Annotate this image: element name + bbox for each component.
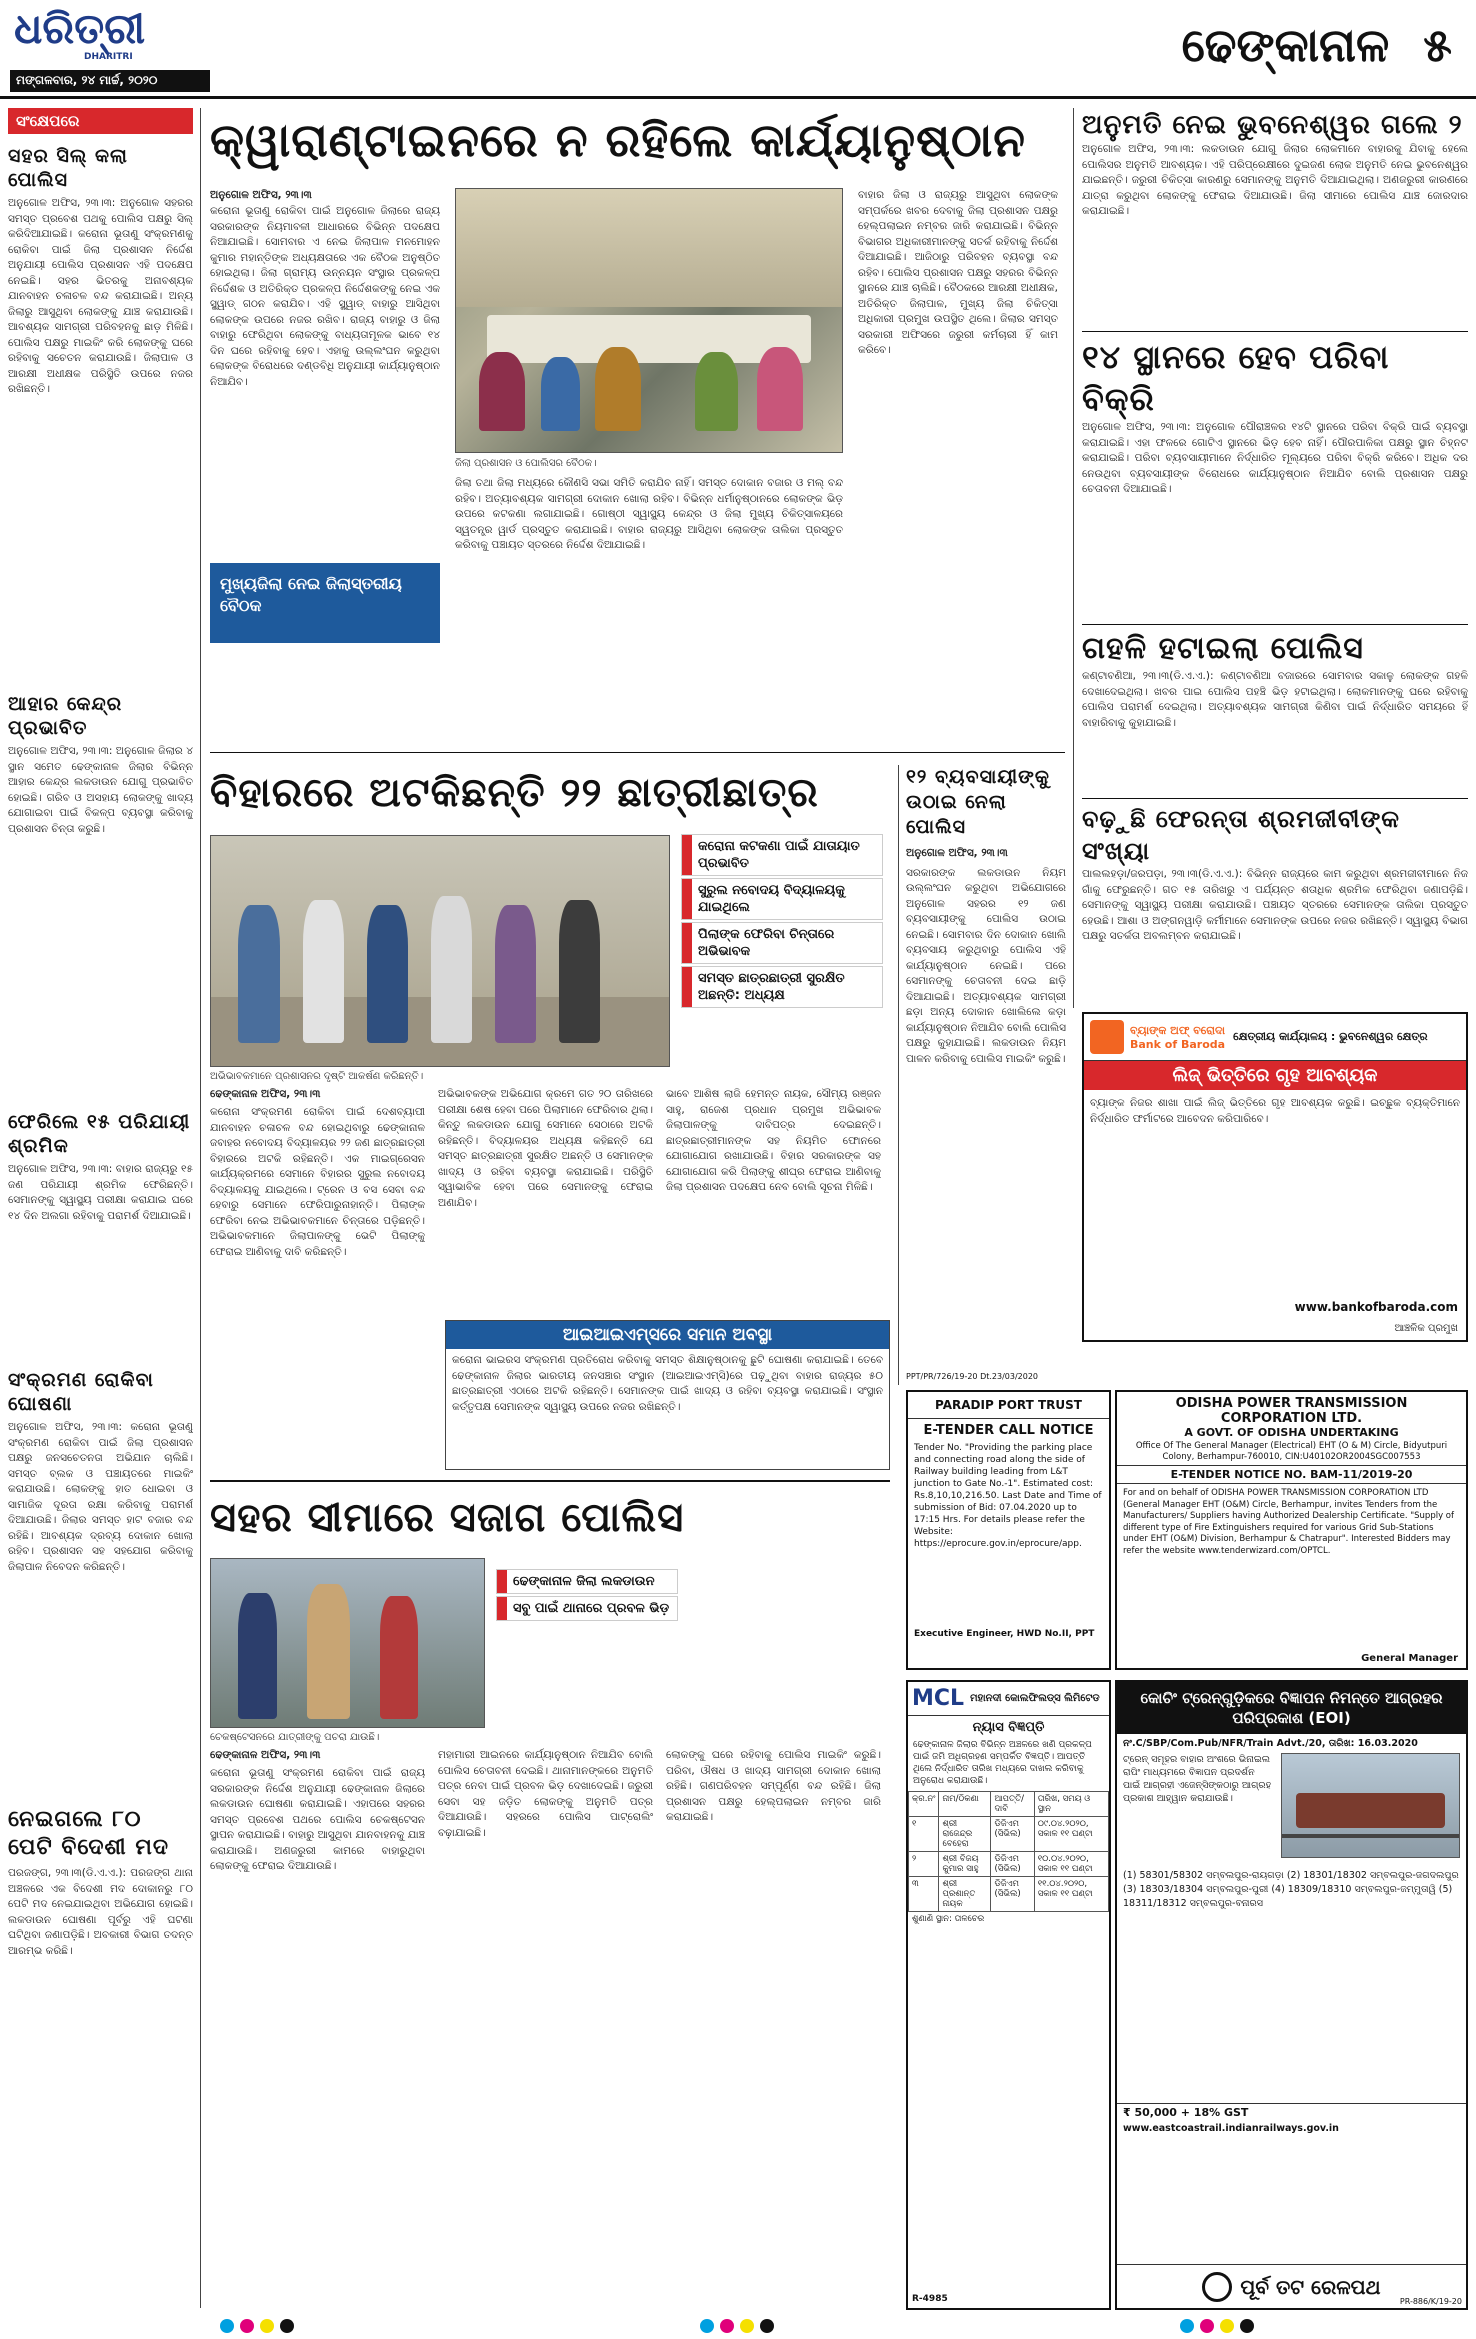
bihar-dateline: ଢେଙ୍କାନାଳ ଅଫିସ, ୨୩।୩ [210, 1088, 321, 1100]
vendors-body: ସରକାରଙ୍କ ଲକଡାଉନ ନିୟମ ଉଲ୍ଲଂଘନ କରୁଥିବା ଅଭିଯୋଗରେ ଅନୁଗୋଳ ସହରର ୧୨ ଜଣ ବ୍ୟବସାୟୀଙ୍କୁ ପୋଲିସ ଉଠାଇ ନେଇଛି। ସୋମବାର ଦିନ ଦୋକାନ ଖୋଲି ବ୍ୟବସାୟ କରୁଥିବାରୁ ପୋଲିସ ଏହି କାର୍ଯ୍ୟାନୁଷ୍ଠାନ ନେଇଛି। ପରେ ସେମାନଙ୍କୁ ଚେତାବନୀ ଦେଇ ଛାଡ଼ି ଦିଆଯାଇଛି। ଅତ୍ୟାବଶ୍ୟକ ସାମଗ୍ରୀ ଛଡ଼ା ଅନ୍ୟ ଦୋକାନ ଖୋଲିଲେ କଡ଼ା କାର୍ଯ୍ୟାନୁଷ୍ଠାନ ନିଆଯିବ ବୋଲି ପୋଲିସ ପକ୍ଷରୁ କୁହାଯାଇଛି। ଲକଡାଉନ ନିୟମ ପାଳନ କରିବାକୁ ପୋଲିସ ମାଇକିଂ କରୁଛି। [906, 866, 1066, 1065]
bihar-bullet-2: ସୁରୁଲ ନବୋଦୟ ବିଦ୍ୟାଳୟକୁ ଯାଇଥିଲେ [682, 879, 882, 919]
bob-sign: ଆଞ୍ଚଳିକ ପ୍ରମୁଖ [1394, 1323, 1458, 1334]
vendors-dateline: ଅନୁଗୋଳ ଅଫିସ, ୨୩।୩ [906, 847, 1008, 859]
reg-mark [240, 2319, 254, 2333]
right-2-title: ୧୪ ସ୍ଥାନରେ ହେବ ପରିବା ବିକ୍ରି [1082, 338, 1390, 418]
masthead [0, 0, 1476, 100]
bob-web[interactable]: www.bankofbaroda.com [1294, 1300, 1458, 1314]
bihar-photo-caption: ଅଭିଭାବକମାନେ ପ୍ରଶାସନର ଦୃଷ୍ଟି ଆକର୍ଷଣ କରିଛନ୍ତି। [210, 1071, 424, 1082]
brief-3-title: ଫେରିଲେ ୧୫ ପରିଯାୟୀ ଶ୍ରମିକ [8, 1111, 191, 1157]
right-1-title: ଅନୁମତି ନେଇ ଭୁବନେଶ୍ୱର ଗଲେ ୨ [1082, 110, 1463, 140]
brief-divider [200, 108, 201, 2308]
railway-ad[interactable] [1115, 1680, 1468, 2310]
table-cell: ୧୦.୦୪.୨୦୨୦, ସକାଳ ୧୧ ଘଣ୍ଟା [1034, 1852, 1108, 1877]
table-cell: ୩ [909, 1877, 939, 1912]
border-bullet-1: ଢେଙ୍କାନାଳ ଜିଲା ଲକଡାଉନ [497, 1570, 677, 1593]
vendors-headline: ୧୨ ବ୍ୟବସାୟୀଙ୍କୁ ଉଠାଇ ନେଲା ପୋଲିସ [906, 766, 1050, 838]
reg-mark [220, 2319, 234, 2333]
brief-1-body: ଅନୁଗୋଳ ଅଫିସ, ୨୩।୩: ଅନୁଗୋଳ ସହରର ସମସ୍ତ ପ୍ରବେଶ ପଥକୁ ପୋଲିସ ପକ୍ଷରୁ ସିଲ୍ କରିଦିଆଯାଇଛି। କରୋନା ଭୂତାଣୁ ସଂକ୍ରମଣକୁ ରୋକିବା ପାଇଁ ଜିଲା ପ୍ରଶାସନ ନିର୍ଦ୍ଦେଶ ଅନୁଯାୟୀ ପୋଲିସ ପ୍ରଶାସନ ଏହି ପଦକ୍ଷେପ ନେଇଛି। ସହର ଭିତରକୁ ଅନାବଶ୍ୟକ ଯାନବାହନ ଚଳାଚଳ ବନ୍ଦ କରାଯାଇଛି। ଅନ୍ୟ ଜିଲାରୁ ଆସୁଥିବା ଲୋକଙ୍କୁ ଯାଞ୍ଚ କରାଯାଉଛି। ଆବଶ୍ୟକ ସାମଗ୍ରୀ ପରିବହନକୁ ଛାଡ଼ ମିଳିଛି। ପୋଲିସ ପକ୍ଷରୁ ମାଇକିଂ କରି ଲୋକଙ୍କୁ ଘରେ ରହିବାକୁ ସଚେତନ କରାଯାଉଛି। ଜିଲାପାଳ ଓ ଆରକ୍ଷୀ ଅଧୀକ୍ଷକ ପରିସ୍ଥିତି ଉପରେ ନଜର ରଖିଛନ୍ତି। [8, 197, 193, 395]
table-cell: ଶ୍ରୀ ପ୍ରଶାନ୍ତ ନାୟକ [939, 1877, 991, 1912]
vendors-ad-code: PPT/PR/726/19-20 Dt.23/03/2020 [906, 1371, 1039, 1381]
border-body-2: ମହାମାରୀ ଆଇନରେ କାର୍ଯ୍ୟାନୁଷ୍ଠାନ ନିଆଯିବ ବୋଲି ପୋଲିସ ଚେତାବନୀ ଦେଇଛି। ଥାନାମାନଙ୍କରେ ଅନୁମତି ପତ୍ର ନେବା ପାଇଁ ପ୍ରବଳ ଭିଡ଼ ଦେଖାଦେଇଛି। ଜରୁରୀ ସେବା ସହ ଜଡ଼ିତ ଲୋକଙ୍କୁ ଅନୁମତି ପତ୍ର ଦିଆଯାଉଛି। ସହରରେ ପୋଲିସ ପାଟ୍ରୋଲିଂ ବଢ଼ାଯାଇଛି। [438, 1749, 653, 1839]
lead-bottom-rule [210, 752, 1065, 753]
border-bullet-2: ସବୁ ପାଇଁ ଥାନାରେ ପ୍ରବଳ ଭିଡ଼ [497, 1597, 677, 1620]
mcl-ad[interactable]: MCL ମହାନଦୀ କୋଲଫିଲଡ୍ସ ଲିମିଟେଡ ନ୍ୟାସ ବିଜ୍ଞପ୍ତି ଢେଙ୍କାନାଳ ଜିଲାର ବିଭିନ୍ନ ଅଞ୍ଚଳରେ ଖଣି ପ୍ରକଳ୍ପ ପାଇଁ ଜମି ଅଧିଗ୍ରହଣ ସମ୍ପର୍କିତ ବିଜ୍ଞପ୍ତି। ଆପତ୍ତି ଥିଲେ ନିର୍ଦ୍ଧାରିତ ତାରିଖ ମଧ୍ୟରେ ଦାଖଲ କରିବାକୁ ଅନୁରୋଧ କରାଯାଉଛି। କ୍ର.ନଂ ନାମ/ଠିକଣା ଆପତ୍ତି/ଦାବି ତାରିଖ, ସମୟ ଓ ସ୍ଥାନ ୧ ଶ୍ରୀ ରାଜେନ୍ଦ୍ର ବେହେରା ଡିଜିଏମ (ସିଭିଲ) ୦୯.୦୪.୨୦୨୦, ସକାଳ ୧୧ ଘଣ୍ଟା ୨ ଶ୍ରୀ ବିଜୟ କୁମାର ସାହୁ ଡିଜିଏମ (ସିଭିଲ) ୧୦.୦୪.୨୦୨୦, ସକାଳ ୧୧ ଘଣ୍ଟା ୩ ଶ୍ରୀ ପ୍ରଶାନ୍ତ ନାୟକ ଡିଜିଏମ (ସିଭିଲ) ୧୧.୦୪.୨୦୨୦, ସକାଳ ୧୧ ଘଣ୍ଟା ଶୁଣାଣି ସ୍ଥାନ: ତାଳଚେର R-4985 [906, 1680, 1111, 2310]
optcl-body: For and on behalf of ODISHA POWER TRANSMISSION CORPORATION LTD (General Manager EHT (O&M) Circle, Berhampur, invites Tenders from the Manufacturers/ Suppliers having Authorized Dealership Certificate. "Supply of different type of Fire Extinguishers required for various Grid Sub-Stations under EHT (O&M) Division, Berhampur & Chatrapur". Interested Bidders may refer the website www.tenderwizard.com/OPTCL. [1123, 1488, 1454, 1556]
brief-3-body: ଅନୁଗୋଳ ଅଫିସ, ୨୩।୩: ବାହାର ରାଜ୍ୟରୁ ୧୫ ଜଣ ପରିଯାୟୀ ଶ୍ରମିକ ଫେରିଛନ୍ତି। ସେମାନଙ୍କୁ ସ୍ୱାସ୍ଥ୍ୟ ପରୀକ୍ଷା କରାଯାଇ ଘରେ ୧୪ ଦିନ ଅଲଗା ରହିବାକୁ ପରାମର୍ଶ ଦିଆଯାଇଛି। [8, 1163, 193, 1222]
iimc-title: ଆଇଆଇଏମ୍ସରେ ସମାନ ଅବସ୍ଥା [446, 1321, 889, 1349]
reg-mark [1220, 2319, 1234, 2333]
mcl-th-extra: ଶୁଣାଣି ସ୍ଥାନ [912, 1914, 950, 1924]
reg-mark [1240, 2319, 1254, 2333]
bihar-body-2: ଅଭିଭାବକଙ୍କ ଅଭିଯୋଗ କ୍ରମେ ଗତ ୨୦ ତାରିଖରେ ପରୀକ୍ଷା ଶେଷ ହେବା ପରେ ପିଲାମାନେ ଫେରିବାର ଥିଲା। କିନ୍ତୁ ଲକଡାଉନ ଯୋଗୁ ସେମାନେ ସେଠାରେ ଅଟକି ରହିଛନ୍ତି। ବିଦ୍ୟାଳୟର ଅଧ୍ୟକ୍ଷ କହିଛନ୍ତି ଯେ ସମସ୍ତ ଛାତ୍ରଛାତ୍ରୀ ସୁରକ୍ଷିତ ଅଛନ୍ତି ଓ ସେମାନଙ୍କ ଖାଦ୍ୟ ଓ ରହିବା ବ୍ୟବସ୍ଥା କରାଯାଇଛି। ପରିସ୍ଥିତି ସ୍ୱାଭାବିକ ହେବା ପରେ ସେମାନଙ୍କୁ ଫେରାଇ ଅଣାଯିବ। [438, 1088, 653, 1209]
reg-mark [280, 2319, 294, 2333]
brief-4-body: ଅନୁଗୋଳ ଅଫିସ, ୨୩।୩: କରୋନା ଭୂତାଣୁ ସଂକ୍ରମଣ ରୋକିବା ପାଇଁ ଜିଲା ପ୍ରଶାସନ ପକ୍ଷରୁ ଜନସଚେତନତା ଅଭିଯାନ ଚାଲିଛି। ସମସ୍ତ ବ୍ଲକ ଓ ପଞ୍ଚାୟତରେ ମାଇକିଂ କରାଯାଉଛି। ଲୋକଙ୍କୁ ହାତ ଧୋଇବା ଓ ସାମାଜିକ ଦୂରତା ରକ୍ଷା କରିବାକୁ ପରାମର୍ଶ ଦିଆଯାଉଛି। ଜିଲାର ସମସ୍ତ ହାଟ ବଜାର ବନ୍ଦ ରହିଛି। ଆବଶ୍ୟକ ଦ୍ରବ୍ୟ ଦୋକାନ ଖୋଲା ରହିବ। ପ୍ରଶାସନ ସହ ସହଯୋଗ କରିବାକୁ ଜିଲାପାଳ ନିବେଦନ କରିଛନ୍ତି। [8, 1421, 193, 1573]
railway-code: PR-886/K/19-20 [1399, 2297, 1462, 2306]
bob-logo-icon [1090, 1020, 1124, 1054]
reg-mark [760, 2319, 774, 2333]
border-photo-caption: ଚେକଷ୍ଟେସନରେ ଯାତ୍ରୀଙ୍କୁ ପଚରା ଯାଉଛି। [210, 1732, 380, 1743]
optcl-sub: A GOVT. OF ODISHA UNDERTAKING [1184, 1426, 1399, 1439]
mcl-body: ଢେଙ୍କାନାଳ ଜିଲାର ବିଭିନ୍ନ ଅଞ୍ଚଳରେ ଖଣି ପ୍ରକଳ୍ପ ପାଇଁ ଜମି ଅଧିଗ୍ରହଣ ସମ୍ପର୍କିତ ବିଜ୍ଞପ୍ତି। ଆପତ୍ତି ଥିଲେ ନିର୍ଦ୍ଧାରିତ ତାରିଖ ମଧ୍ୟରେ ଦାଖଲ କରିବାକୁ ଅନୁରୋଧ କରାଯାଉଛି। [913, 1740, 1092, 1786]
paradip-sign: Executive Engineer, HWD No.II, PPT [914, 1629, 1095, 1639]
mcl-code: R-4985 [912, 2294, 948, 2304]
railway-web[interactable]: www.eastcoastrail.indianrailways.gov.in [1123, 2123, 1339, 2134]
brief-5-body: ପରଜଙ୍ଗ, ୨୩।୩(ଡି.ଏ.ଏ.): ପରଜଙ୍ଗ ଥାନା ଅଞ୍ଚଳରେ ଏକ ବିଦେଶୀ ମଦ ଦୋକାନରୁ ୮୦ ପେଟି ମଦ ନେଇଯାଇଥିବା ଅଭିଯୋଗ ହୋଇଛି। ଲକଡାଉନ ଘୋଷଣା ପୂର୍ବରୁ ଏହି ଘଟଣା ଘଟିଥିବା ଜଣାପଡ଼ିଛି। ଅବକାରୀ ବିଭାଗ ତଦନ୍ତ ଆରମ୍ଭ କରିଛି। [8, 1867, 193, 1957]
masthead-rule [0, 96, 1476, 99]
reg-mark [700, 2319, 714, 2333]
train-image [1281, 1753, 1460, 1858]
mcl-th: ଆପତ୍ତି/ଦାବି [991, 1792, 1034, 1817]
optcl-ad[interactable] [1115, 1390, 1468, 1670]
mcl-th: ନାମ/ଠିକଣା [939, 1792, 991, 1817]
bob-title: ଲିଜ୍ ଭିତ୍ତିରେ ଗୃହ ଆବଶ୍ୟକ [1084, 1061, 1466, 1090]
bihar-bullet-3: ପିଲାଙ୍କ ଫେରିବା ଚିନ୍ତାରେ ଅଭିଭାବକ [682, 923, 882, 963]
table-cell: ୦୯.୦୪.୨୦୨୦, ସକାଳ ୧୧ ଘଣ୍ଟା [1034, 1817, 1108, 1852]
border-dateline: ଢେଙ୍କାନାଳ ଅଫିସ, ୨୩।୩ [210, 1749, 321, 1761]
bob-body: ବ୍ୟାଙ୍କ ନିଜର ଶାଖା ପାଇଁ ଲିଜ୍ ଭିତ୍ତିରେ ଗୃହ ଆବଶ୍ୟକ କରୁଛି। ଇଚ୍ଛୁକ ବ୍ୟକ୍ତିମାନେ ନିର୍ଦ୍ଧାରିତ ଫର୍ମାଟରେ ଆବେଦନ କରିପାରିବେ। [1090, 1097, 1460, 1125]
brief-5-title: ନେଇଗଲେ ୮୦ ପେଟି ବିଦେଶୀ ମଦ [8, 1807, 169, 1860]
brief-story-2 [8, 692, 193, 1104]
table-cell: ଶ୍ରୀ ରାଜେନ୍ଦ୍ର ବେହେରା [939, 1817, 991, 1852]
table-cell: ଡିଜିଏମ (ସିଭିଲ) [991, 1877, 1034, 1912]
logo-text: ଧରିତ୍ରୀ [14, 4, 146, 53]
brief-column [8, 108, 193, 2308]
railway-trains: (1) 58301/58302 ସମ୍ବଲପୁର-ରାୟଗଡ଼ା (2) 18301/18302 ସମ୍ବଲପୁର-ଜଗଦଲପୁର (3) 18303/18304 ସମ୍ବଲପୁର-ପୁରୀ (4) 18309/18310 ସମ୍ବଲପୁର-ଜମ୍ମୁତାୱି (5) 18311/18312 ସମ୍ବଲପୁର-ବନାରସ [1123, 1870, 1459, 1909]
table-row [909, 1852, 1109, 1877]
lead-story[interactable] [210, 108, 1065, 748]
brief-story-5 [8, 1806, 193, 2196]
paradip-title: E-TENDER CALL NOTICE [923, 1423, 1094, 1438]
mcl-title: ନ୍ୟାସ ବିଜ୍ଞପ୍ତି [972, 1720, 1045, 1735]
lead-inset-text: ମୁଖ୍ୟଜିଲା ନେଇ ଜିଲାସ୍ତରୀୟ ବୈଠକ [220, 574, 402, 615]
optcl-org: ODISHA POWER TRANSMISSION CORPORATION LTD. [1175, 1396, 1408, 1426]
lead-body-2: ଜିଲା ତଥା ଜିଲା ମଧ୍ୟରେ କୌଣସି ସଭା ସମିତି କରାଯିବ ନାହିଁ। ସମସ୍ତ ଦୋକାନ ବଜାର ଓ ମଲ୍ ବନ୍ଦ ରହିବ। ଅତ୍ୟାବଶ୍ୟକ ସାମଗ୍ରୀ ଦୋକାନ ଖୋଲା ରହିବ। ବିଭିନ୍ନ ଧର୍ମାନୁଷ୍ଠାନରେ ଲୋକଙ୍କ ଭିଡ଼ ଉପରେ କଟକଣା ଲଗାଯାଇଛି। ଗୋଷ୍ଠୀ ସ୍ୱାସ୍ଥ୍ୟ କେନ୍ଦ୍ର ଓ ଜିଲା ମୁଖ୍ୟ ଚିକିତ୍ସାଳୟରେ ସ୍ୱତନ୍ତ୍ର ୱାର୍ଡ ପ୍ରସ୍ତୁତ କରାଯାଇଛି। ବାହାର ରାଜ୍ୟରୁ ଆସିଥିବା ଲୋକଙ୍କ ତାଲିକା ପ୍ରସ୍ତୁତ କରିବାକୁ ପଞ୍ଚାୟତ ସ୍ତରରେ ନିର୍ଦ୍ଦେଶ ଦିଆଯାଇଛି। [455, 477, 843, 551]
table-row [909, 1817, 1109, 1852]
district-title [1182, 18, 1452, 74]
vendors-divider [898, 765, 899, 1385]
railway-ref: ନଂ.C/SBP/Com.Pub/NFR/Train Advt./20, ତାରିଖ: 16.03.2020 [1123, 1738, 1418, 1749]
bihar-body-3: ଭାବେ ଆଶିଷ ଲାଜି ହେମନ୍ତ ନାୟକ, ସୌମ୍ୟ ରଞ୍ଜନ ସାହୁ, ରାଜେଶ ପ୍ରଧାନ ପ୍ରମୁଖ ଅଭିଭାବକ ଜିଲାପାଳଙ୍କୁ ଦାବିପତ୍ର ଦେଇଛନ୍ତି। ଛାତ୍ରଛାତ୍ରୀମାନଙ୍କ ସହ ନିୟମିତ ଫୋନରେ ଯୋଗାଯୋଗ ରଖାଯାଉଛି। ବିହାର ସରକାରଙ୍କ ସହ ଯୋଗାଯୋଗ କରି ପିଲାଙ୍କୁ ଶୀଘ୍ର ଫେରାଇ ଆଣିବାକୁ ଜିଲା ପ୍ରଶାସନ ପଦକ୍ଷେପ ନେବ ବୋଲି ସୂଚନା ମିଳିଛି। [666, 1088, 881, 1193]
right-3-title: ଗହଳି ହଟାଇଲା ପୋଲିସ [1082, 631, 1364, 666]
brief-1-title: ସହର ସିଲ୍ କଲା ପୋଲିସ [8, 145, 128, 191]
bihar-headline: ବିହାରରେ ଅଟକିଛନ୍ତି ୨୨ ଛାତ୍ରୀଛାତ୍ର [210, 770, 819, 816]
logo-sub: DHARITRI [84, 52, 133, 62]
table-row [909, 1877, 1109, 1912]
border-body-3: ଲୋକଙ୍କୁ ଘରେ ରହିବାକୁ ପୋଲିସ ମାଇକିଂ କରୁଛି। ପରିବା, ଔଷଧ ଓ ଖାଦ୍ୟ ସାମଗ୍ରୀ ଦୋକାନ ଖୋଲା ରହିଛି। ଗଣପରିବହନ ସମ୍ପୂର୍ଣ୍ଣ ବନ୍ଦ ରହିଛି। ଜିଲା ପ୍ରଶାସନ ପକ୍ଷରୁ ହେଲ୍ପଲାଇନ ନମ୍ବର ଜାରି କରାଯାଇଛି। [666, 1749, 881, 1823]
brief-story-1 [8, 144, 193, 686]
mcl-table-head [909, 1792, 1109, 1817]
date-bar [10, 70, 210, 92]
table-cell: ୧ [909, 1817, 939, 1852]
right-briefs [1082, 108, 1468, 1008]
right-rule-2 [1082, 624, 1468, 625]
brief-story-3 [8, 1110, 193, 1362]
logo[interactable] [14, 4, 214, 64]
iimc-box[interactable] [445, 1320, 890, 1470]
table-cell: ୨ [909, 1852, 939, 1877]
table-cell: ଡିଜିଏମ (ସିଭିଲ) [991, 1852, 1034, 1877]
reg-mark [740, 2319, 754, 2333]
page-number: ୫ [1423, 18, 1452, 72]
bihar-story[interactable] [210, 765, 890, 1315]
mcl-th: କ୍ର.ନଂ [909, 1792, 939, 1817]
reg-mark [1200, 2319, 1214, 2333]
railway-title: କୋଚିଂ ଟ୍ରେନ୍ଗୁଡ଼ିକରେ ବିଜ୍ଞାପନ ନିମନ୍ତେ ଆଗ୍ରହର ପରିପ୍ରକାଶ (EOI) [1117, 1682, 1466, 1734]
mcl-logo: MCL [912, 1686, 965, 1711]
district-name: ଢେଙ୍କାନାଳ [1181, 18, 1390, 72]
lead-inset [210, 563, 440, 643]
reg-mark [720, 2319, 734, 2333]
mcl-org-or: ମହାନଦୀ କୋଲଫିଲଡ୍ସ ଲିମିଟେଡ [970, 1693, 1100, 1704]
bihar-bullets [682, 835, 882, 1011]
reg-mark [260, 2319, 274, 2333]
brief-4-title: ସଂକ୍ରମଣ ରୋକିବା ଘୋଷଣା [8, 1369, 154, 1415]
right-4-title: ବଢ଼ୁଛି ଫେରନ୍ତା ଶ୍ରମଜୀବୀଙ୍କ ସଂଖ୍ୟା [1082, 805, 1401, 865]
bob-office: କ୍ଷେତ୍ରୀୟ କାର୍ଯ୍ୟାଳୟ : ଭୁବନେଶ୍ୱର କ୍ଷେତ୍ର [1233, 1030, 1428, 1043]
border-headline: ସହର ସୀମାରେ ସଜାଗ ପୋଲିସ [210, 1495, 685, 1541]
table-cell: ୧୧.୦୪.୨୦୨୦, ସକାଳ ୧୧ ଘଣ୍ଟା [1034, 1877, 1108, 1912]
bob-brand: Bank of Baroda [1130, 1037, 1226, 1051]
railway-org: ପୂର୍ବ ତଟ ରେଳପଥ [1240, 2274, 1381, 2299]
table-cell: ଶ୍ରୀ ବିଜୟ କୁମାର ସାହୁ [939, 1852, 991, 1877]
reg-mark [1180, 2319, 1194, 2333]
border-photo[interactable] [210, 1558, 485, 1728]
vendors-story[interactable] [906, 765, 1066, 1385]
right-rule-1 [1082, 331, 1468, 332]
paradip-ad[interactable] [906, 1390, 1111, 1670]
bob-header [1084, 1014, 1466, 1061]
bihar-body-1: କରୋନା ସଂକ୍ରମଣ ରୋକିବା ପାଇଁ ଦେଶବ୍ୟାପୀ ଯାନବାହନ ଚଳାଚଳ ବନ୍ଦ ହୋଇଥିବାରୁ ଢେଙ୍କାନାଳ ଜବାହର ନବୋଦୟ ବିଦ୍ୟାଳୟର ୨୨ ଜଣ ଛାତ୍ରଛାତ୍ରୀ ବିହାରରେ ଅଟକି ରହିଛନ୍ତି। ଏକ ମାଇଗ୍ରେସନ କାର୍ଯ୍ୟକ୍ରମରେ ସେମାନେ ବିହାରର ସୁରୁଲ ନବୋଦୟ ବିଦ୍ୟାଳୟକୁ ଯାଇଥିଲେ। ଟ୍ରେନ ଓ ବସ ସେବା ବନ୍ଦ ହେବାରୁ ସେମାନେ ଫେରିପାରୁନାହାନ୍ତି। ପିଲାଙ୍କ ଫେରିବା ନେଇ ଅଭିଭାବକମାନେ ଚିନ୍ତାରେ ପଡ଼ିଛନ୍ତି। ଅଭିଭାବକମାନେ ଜିଲାପାଳଙ୍କୁ ଭେଟି ପିଲାଙ୍କୁ ଫେରାଇ ଆଣିବାକୁ ଦାବି କରିଛନ୍ତି। [210, 1106, 425, 1258]
brief-label [8, 108, 193, 134]
iimc-body: କରୋନା ଭାଇରସ ସଂକ୍ରମଣ ପ୍ରତିରୋଧ କରିବାକୁ ସମସ୍ତ ଶିକ୍ଷାନୁଷ୍ଠାନକୁ ଛୁଟି ଘୋଷଣା କରାଯାଇଛି। ତେବେ ଢେଙ୍କାନାଳ ଜିଲାର ଭାରତୀୟ ଜନସଞ୍ଚାର ସଂସ୍ଥାନ (ଆଇଆଇଏମ୍ସି)ରେ ପଢ଼ୁଥିବା ବାହାର ରାଜ୍ୟର ୫୦ ଛାତ୍ରଛାତ୍ରୀ ଏଠାରେ ଅଟକି ରହିଛନ୍ତି। ସେମାନଙ୍କ ପାଇଁ ଖାଦ୍ୟ ଓ ରହିବା ବ୍ୟବସ୍ଥା କରାଯାଇଛି। ସଂସ୍ଥାନ କର୍ତ୍ତୃପକ୍ଷ ସେମାନଙ୍କ ସ୍ୱାସ୍ଥ୍ୟ ଉପରେ ନଜର ରଖିଛନ୍ତି। [452, 1354, 883, 1413]
lead-dateline: ଅନୁଗୋଳ ଅଫିସ, ୨୩।୩ [210, 189, 312, 201]
border-story[interactable] [210, 1480, 890, 2310]
table-cell: ଡିଜିଏମ (ସିଭିଲ) [991, 1817, 1034, 1852]
lead-headline: କ୍ୱାରାଣ୍ଟାଇନରେ ନ ରହିଲେ କାର୍ଯ୍ୟାନୁଷ୍ଠାନ [210, 113, 1026, 167]
bob-ad[interactable] [1082, 1012, 1468, 1342]
paradip-org: PARADIP PORT TRUST [908, 1392, 1109, 1419]
bihar-bullet-1: କରୋନା କଟକଣା ପାଇଁ ଯାତାୟାତ ପ୍ରଭାବିତ [682, 835, 882, 875]
railway-fee: ₹ 50,000 + 18% GST [1117, 2103, 1466, 2121]
optcl-office: Office Of The General Manager (Electrical) EHT (O & M) Circle, Bidyutpuri Colony, Berhampur-760010, CIN:U40102OR2004SGC007553 [1135, 1441, 1448, 1462]
right-rule-3 [1082, 798, 1468, 799]
mcl-th: ତାରିଖ, ସମୟ ଓ ସ୍ଥାନ [1034, 1792, 1108, 1817]
paradip-body: Tender No. "Providing the parking place and connecting road along the side of Railway building leading from L&T junction to Gate No.-1". Estimated cost: Rs.8,10,10,216.50. Last Date and Time of submission of Bid: 07.04.2020 up to 17:15 Hrs. For details please refer the Website: https://eprocure.gov.in/eprocure/app. [914, 1443, 1102, 1549]
railway-body: ଟ୍ରେନ୍ ସମୂହର ବାହାର ଅଂଶରେ ଭିନାଇଲ ରାପିଂ ମାଧ୍ୟମରେ ବିଜ୍ଞାପନ ପ୍ରଦର୍ଶନ ପାଇଁ ଆଗ୍ରହୀ ଏଜେନ୍ସିଙ୍କଠାରୁ ଆଗ୍ରହ ପ୍ରକାଶ ଆହ୍ୱାନ କରାଯାଉଛି। [1123, 1754, 1272, 1804]
mcl-venue-1: ତାଳଚେର [954, 1914, 985, 1924]
right-2-body: ଅନୁଗୋଳ ଅଫିସ, ୨୩।୩: ଅନୁଗୋଳ ପୌରାଞ୍ଚଳର ୧୪ଟି ସ୍ଥାନରେ ପରିବା ବିକ୍ରି ପାଇଁ ବ୍ୟବସ୍ଥା କରାଯାଇଛି। ଏହା ଫଳରେ ଗୋଟିଏ ସ୍ଥାନରେ ଭିଡ଼ ହେବ ନାହିଁ। ପୌରପାଳିକା ପକ୍ଷରୁ ସ୍ଥାନ ଚିହ୍ନଟ କରାଯାଇଛି। ପରିବା ବ୍ୟବସାୟୀମାନେ ନିର୍ଦ୍ଧାରିତ ମୂଲ୍ୟରେ ପରିବା ବିକ୍ରି କରିବେ। ଅଧିକ ଦର ନେଉଥିବା ବ୍ୟବସାୟୀଙ୍କ ବିରୋଧରେ କାର୍ଯ୍ୟାନୁଷ୍ଠାନ ନିଆଯିବ ବୋଲି ପ୍ରଶାସନ ପକ୍ଷରୁ ଚେତାବନୀ ଦିଆଯାଇଛି। [1082, 421, 1468, 495]
optcl-notice: E-TENDER NOTICE NO. BAM-11/2019-20 [1117, 1465, 1466, 1484]
brief-2-title: ଆହାର କେନ୍ଦ୍ର ପ୍ରଭାବିତ [8, 693, 123, 739]
right-divider [1073, 108, 1074, 1008]
mcl-table [908, 1791, 1109, 1912]
lead-photo[interactable] [455, 188, 843, 453]
right-3-body: କଣ୍ଟାବଣିଆ, ୨୩।୩(ଡି.ଏ.ଏ.): କଣ୍ଟାବଣିଆ ବଜାରରେ ସୋମବାର ସକାଳୁ ଲୋକଙ୍କ ଗହଳି ଦେଖାଦେଇଥିଲା। ଖବର ପାଇ ପୋଲିସ ପହଞ୍ଚି ଭିଡ଼ ହଟାଇଥିଲା। ଲୋକମାନଙ୍କୁ ଘରେ ରହିବାକୁ ପୋଲିସ ପରାମର୍ଶ ଦେଇଥିଲା। ଅତ୍ୟାବଶ୍ୟକ ସାମଗ୍ରୀ କିଣିବା ପାଇଁ ନିର୍ଦ୍ଧାରିତ ସମୟରେ ହିଁ ବାହାରିବାକୁ କୁହାଯାଇଛି। [1082, 670, 1468, 729]
railway-logo-icon [1202, 2272, 1232, 2302]
right-1-body: ଅନୁଗୋଳ ଅଫିସ, ୨୩।୩: ଲକଡାଉନ ଯୋଗୁ ଜିଲାର ଲୋକମାନେ ବାହାରକୁ ଯିବାକୁ ହେଲେ ପୋଲିସର ଅନୁମତି ଆବଶ୍ୟକ। ଏହି ପରିପ୍ରେକ୍ଷୀରେ ଦୁଇଜଣ ଲୋକ ଅନୁମତି ନେଇ ଭୁବନେଶ୍ୱର ଯାଇଛନ୍ତି। ଜରୁରୀ ଚିକିତ୍ସା କାରଣରୁ ସେମାନଙ୍କୁ ଅନୁମତି ଦିଆଯାଇଥିଲା। ଅଣଜରୁରୀ କାରଣରେ ଯାତ୍ରା କରୁଥିବା ଲୋକଙ୍କୁ ଫେରାଇ ଦିଆଯାଉଛି। ଜିଲା ସୀମାରେ ପୋଲିସ ଯାଞ୍ଚ ଜୋରଦାର କରାଯାଇଛି। [1082, 143, 1468, 217]
brief-2-body: ଅନୁଗୋଳ ଅଫିସ, ୨୩।୩: ଅନୁଗୋଳ ଜିଲାର ୪ ସ୍ଥାନ ସମେତ ଢେଙ୍କାନାଳ ଜିଲାର ବିଭିନ୍ନ ଆହାର କେନ୍ଦ୍ର ଲକଡାଉନ ଯୋଗୁ ପ୍ରଭାବିତ ହୋଇଛି। ଗରିବ ଓ ଅସହାୟ ଲୋକଙ୍କୁ ଖାଦ୍ୟ ଯୋଗାଇବା ପାଇଁ ବିକଳ୍ପ ବ୍ୟବସ୍ଥା କରିବାକୁ ପ୍ରଶାସନ ଚିନ୍ତା କରୁଛି। [8, 745, 193, 835]
lead-body-3: ବାହାର ଜିଲା ଓ ରାଜ୍ୟରୁ ଆସୁଥିବା ଲୋକଙ୍କ ସମ୍ପର୍କରେ ଖବର ଦେବାକୁ ଜିଲା ପ୍ରଶାସନ ପକ୍ଷରୁ ହେଲ୍ପଲାଇନ ନମ୍ବର ଜାରି କରାଯାଇଛି। ବିଭିନ୍ନ ବିଭାଗର ଅଧିକାରୀମାନଙ୍କୁ ସତର୍କ ରହିବାକୁ ନିର୍ଦ୍ଦେଶ ଦିଆଯାଇଛି। ଆଜିଠାରୁ ପରିବହନ ବ୍ୟବସ୍ଥା ବନ୍ଦ ରହିବ। ପୋଲିସ ପ୍ରଶାସନ ପକ୍ଷରୁ ସହରର ବିଭିନ୍ନ ସ୍ଥାନରେ ଯାଞ୍ଚ ଚାଲିଛି। ବୈଠକରେ ଆରକ୍ଷୀ ଅଧୀକ୍ଷକ, ଅତିରିକ୍ତ ଜିଲାପାଳ, ମୁଖ୍ୟ ଜିଲା ଚିକିତ୍ସା ଅଧିକାରୀ ପ୍ରମୁଖ ଉପସ୍ଥିତ ଥିଲେ। ଜିଲାର ସମସ୍ତ ସରକାରୀ ଅଫିସରେ ଜରୁରୀ କର୍ମଚାରୀ ହିଁ କାମ କରିବେ। [858, 189, 1058, 356]
bihar-photo[interactable] [210, 835, 670, 1067]
bihar-bullet-4: ସମସ୍ତ ଛାତ୍ରଛାତ୍ରୀ ସୁରକ୍ଷିତ ଅଛନ୍ତି: ଅଧ୍ୟକ୍ଷ [682, 967, 882, 1007]
border-top-rule [210, 1480, 890, 1482]
brief-label-text: ସଂକ୍ଷେପରେ [16, 112, 80, 130]
optcl-sign: General Manager [1361, 1653, 1458, 1664]
border-bullets [497, 1570, 677, 1624]
lead-body-1: କରୋନା ଭୂତାଣୁ ରୋକିବା ପାଇଁ ଅନୁଗୋଳ ଜିଲାରେ ରାଜ୍ୟ ସରକାରଙ୍କ ନିୟମାବଳୀ ଆଧାରରେ ବିଭିନ୍ନ ପଦକ୍ଷେପ ନିଆଯାଇଛି। ସୋମବାର ଏ ନେଇ ଜିଲାପାଳ ମନମୋହନ କୁମାର ମହାନ୍ତିଙ୍କ ଅଧ୍ୟକ୍ଷତାରେ ଏକ ବୈଠକ ଅନୁଷ୍ଠିତ ହୋଇଥିଲା। ଜିଲା ଗ୍ରାମ୍ୟ ଉନ୍ନୟନ ସଂସ୍ଥାର ପ୍ରକଳ୍ପ ନିର୍ଦ୍ଦେଶକ ଓ ଅତିରିକ୍ତ ପ୍ରକଳ୍ପ ନିର୍ଦ୍ଦେଶକଙ୍କୁ ନେଇ ଏକ ସ୍କ୍ୱାଡ୍ ଗଠନ କରାଯିବ। ଏହି ସ୍କ୍ୱାଡ୍ ବାହାରୁ ଆସିଥିବା ଲୋକଙ୍କ ଉପରେ ନଜର ରଖିବ। ରାଜ୍ୟ ବାହାରୁ ଓ ଜିଲା ବାହାରୁ ଫେରିଥିବା ଲୋକଙ୍କୁ ବାଧ୍ୟତାମୂଳକ ଭାବେ ୧୪ ଦିନ ଘରେ ରହିବାକୁ ହେବ। ଏହାକୁ ଉଲ୍ଲଂଘନ କରୁଥିବା ଲୋକଙ୍କ ବିରୋଧରେ ଦଣ୍ଡବିଧି ଅନୁଯାୟୀ କାର୍ଯ୍ୟାନୁଷ୍ଠାନ ନିଆଯିବ। [210, 205, 440, 388]
border-body-1: କରୋନା ଭୂତାଣୁ ସଂକ୍ରମଣ ରୋକିବା ପାଇଁ ରାଜ୍ୟ ସରକାରଙ୍କ ନିର୍ଦ୍ଦେଶ ଅନୁଯାୟୀ ଢେଙ୍କାନାଳ ଜିଲାରେ ଲକଡାଉନ ଘୋଷଣା କରାଯାଇଛି। ଏହାପରେ ସହରର ସମସ୍ତ ପ୍ରବେଶ ପଥରେ ପୋଲିସ ଚେକଷ୍ଟେସନ ସ୍ଥାପନ କରାଯାଇଛି। ବାହାରୁ ଆସୁଥିବା ଯାନବାହନକୁ ଯାଞ୍ଚ କରାଯାଉଛି। ଅଣଜରୁରୀ କାମରେ ବାହାରୁଥିବା ଲୋକଙ୍କୁ ଫେରାଇ ଦିଆଯାଉଛି। [210, 1767, 425, 1872]
brief-story-4 [8, 1368, 193, 1800]
edition-date: ମଙ୍ଗଳବାର, ୨୪ ମାର୍ଚ୍ଚ, ୨୦୨୦ [16, 73, 158, 87]
lead-photo-caption: ଜିଲା ପ୍ରଶାସନ ଓ ପୋଲିସର ବୈଠକ। [455, 458, 597, 469]
bob-brand-or: ବ୍ୟାଙ୍କ ଅଫ୍ ବରୋଦା [1130, 1023, 1226, 1037]
right-4-body: ପାଲଲହଡ଼ା/ଜରପଡ଼ା, ୨୩।୩(ଡି.ଏ.ଏ.): ବିଭିନ୍ନ ରାଜ୍ୟରେ କାମ କରୁଥିବା ଶ୍ରମଜୀବୀମାନେ ନିଜ ଗାଁକୁ ଫେରୁଛନ୍ତି। ଗତ ୧୫ ତାରିଖରୁ ଏ ପର୍ଯ୍ୟନ୍ତ ଶତାଧିକ ଶ୍ରମିକ ଫେରିଥିବା ଜଣାପଡ଼ିଛି। ସେମାନଙ୍କୁ ସ୍ୱାସ୍ଥ୍ୟ ପରୀକ୍ଷା କରାଯାଉଛି। ପଞ୍ଚାୟତ ସ୍ତରରେ ସେମାନଙ୍କ ତାଲିକା ପ୍ରସ୍ତୁତ ହେଉଛି। ଆଶା ଓ ଅଙ୍ଗନୱାଡ଼ି କର୍ମୀମାନେ ସେମାନଙ୍କ ଉପରେ ନଜର ରଖିଛନ୍ତି। ସ୍ୱାସ୍ଥ୍ୟ ବିଭାଗ ପକ୍ଷରୁ ସତର୍କତା ଅବଲମ୍ବନ କରାଯାଇଛି। [1082, 868, 1468, 942]
